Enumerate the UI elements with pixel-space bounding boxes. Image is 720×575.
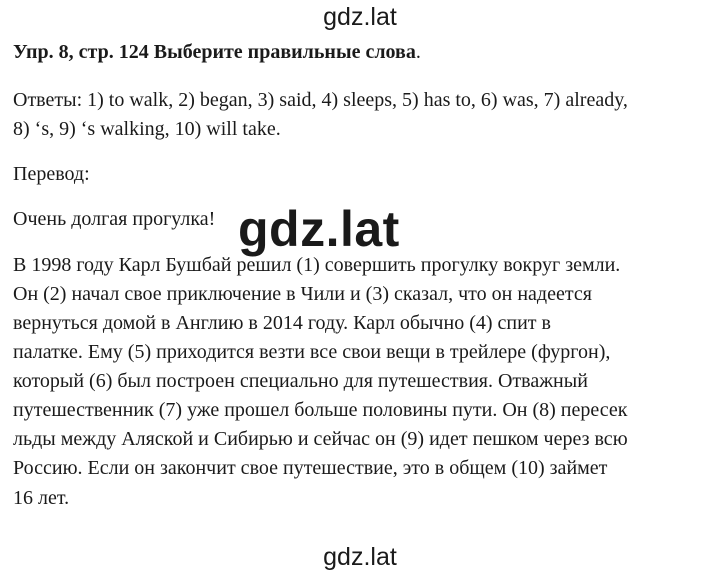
story-line-1: В 1998 году Карл Бушбай решил (1) совершить прогулку вокруг земли.: [13, 254, 621, 276]
watermark-top: gdz.lat: [323, 3, 397, 31]
story-line-2: Он (2) начал свое приключение в Чили и (3) сказал, что он надеется: [13, 283, 592, 305]
watermark-middle: gdz.lat: [238, 201, 400, 257]
translation-label: Перевод:: [13, 163, 90, 185]
watermark-bottom: gdz.lat: [323, 543, 397, 571]
story-line-9: 16 лет.: [13, 487, 70, 509]
answers-line-2: 8) ‘s, 9) ‘s walking, 10) will take.: [13, 118, 281, 140]
story-line-3: вернуться домой в Англию в 2014 году. Карл обычно (4) спит в: [13, 312, 551, 334]
exercise-heading: [13, 40, 421, 64]
story-line-4: палатке. Ему (5) приходится везти все свои вещи в трейлере (фургон),: [13, 341, 611, 363]
story-title: Очень долгая прогулка!: [13, 208, 216, 230]
exercise-heading-text: Упр. 8, стр. 124 Выберите правильные слова: [13, 41, 416, 63]
answers-line-1: Ответы: 1) to walk, 2) began, 3) said, 4) sleeps, 5) has to, 6) was, 7) already,: [13, 89, 628, 111]
story-line-8: Россию. Если он закончит свое путешествие, это в общем (10) займет: [13, 457, 608, 479]
story-line-7: льды между Аляской и Сибирью и сейчас он (9) идет пешком через всю: [13, 428, 628, 450]
story-line-6: путешественник (7) уже прошел больше половины пути. Он (8) пересек: [13, 399, 628, 421]
story-line-5: который (6) был построен специально для путешествия. Отважный: [13, 370, 588, 392]
exercise-heading-period: .: [415, 41, 421, 63]
